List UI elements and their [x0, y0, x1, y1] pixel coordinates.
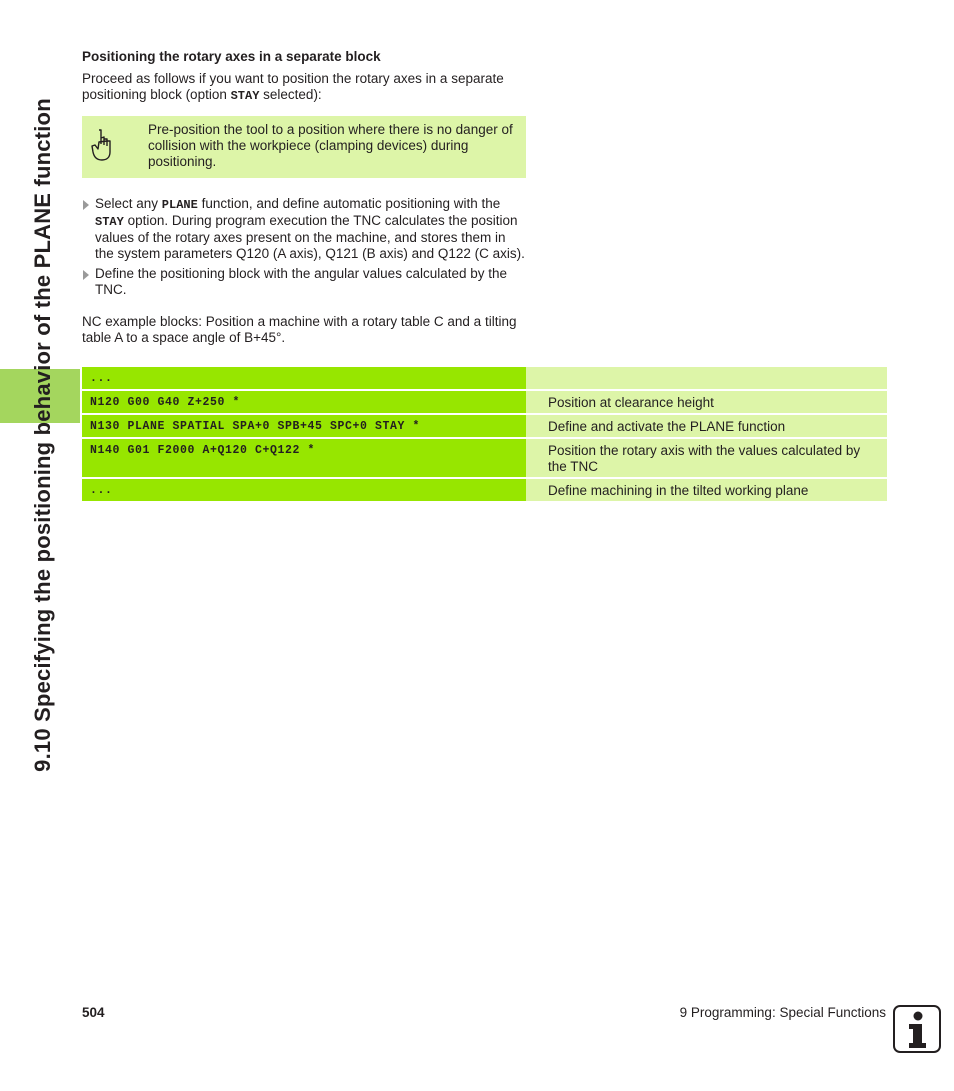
note-text: Pre-position the tool to a position where there is no danger of collision with the workpiece (clamping devices) during positioning. [148, 122, 513, 169]
main-content [82, 49, 526, 346]
intro-text-after: selected): [259, 87, 322, 102]
step-text: option. During program execution the TNC calculates the position values of the rotary axes present on the machine, and stores them in the system parameters Q120 (A axis), Q121 (B axis) and Q122 (C axis). [95, 213, 525, 261]
info-glyph-icon [895, 1007, 939, 1051]
hand-pointing-icon [90, 128, 114, 162]
nc-comment: Define machining in the tilted working plane [526, 479, 887, 501]
step-text: Select any [95, 196, 162, 211]
intro-paragraph [82, 71, 526, 104]
footer-chapter-title: 9 Programming: Special Functions [679, 1005, 886, 1020]
nc-code: ... [82, 367, 526, 389]
intro-code-stay: STAY [230, 89, 260, 103]
info-icon [893, 1005, 941, 1053]
chapter-section-title: 9.10 Specifying the positioning behavior of the PLANE function [30, 98, 55, 772]
nc-code: N140 G01 F2000 A+Q120 C+Q122 * [82, 439, 526, 477]
step-text: Define the positioning block with the angular values calculated by the TNC. [95, 266, 508, 297]
nc-comment: Define and activate the PLANE function [526, 415, 887, 437]
step-text: function, and define automatic positioning with the [197, 196, 501, 211]
step-code-plane: PLANE [161, 198, 198, 212]
bullet-arrow-icon [83, 200, 89, 210]
note-box [82, 116, 526, 178]
nc-code: ... [82, 479, 526, 501]
step-item [82, 196, 526, 262]
nc-row [82, 391, 887, 413]
nc-row [82, 439, 887, 477]
step-item [82, 266, 526, 298]
bullet-arrow-icon [83, 270, 89, 280]
step-code-stay: STAY [95, 215, 124, 229]
nc-code: N120 G00 G40 Z+250 * [82, 391, 526, 413]
nc-row [82, 479, 887, 501]
nc-row [82, 367, 887, 389]
nc-comment [526, 367, 887, 389]
nc-comment: Position at clearance height [526, 391, 887, 413]
nc-code: N130 PLANE SPATIAL SPA+0 SPB+45 SPC+0 STAY * [82, 415, 526, 437]
page-number: 504 [82, 1005, 105, 1020]
step-list [82, 196, 526, 298]
section-heading: Positioning the rotary axes in a separate block [82, 49, 381, 64]
nc-row [82, 415, 887, 437]
nc-comment: Position the rotary axis with the values calculated by the TNC [526, 439, 887, 477]
nc-example-table [82, 367, 887, 503]
intro-text-before: Proceed as follows if you want to position the rotary axes in a separate positioning block (option [82, 71, 504, 102]
nc-example-intro: NC example blocks: Position a machine with a rotary table C and a tilting table A to a space angle of B+45°. [82, 314, 517, 345]
